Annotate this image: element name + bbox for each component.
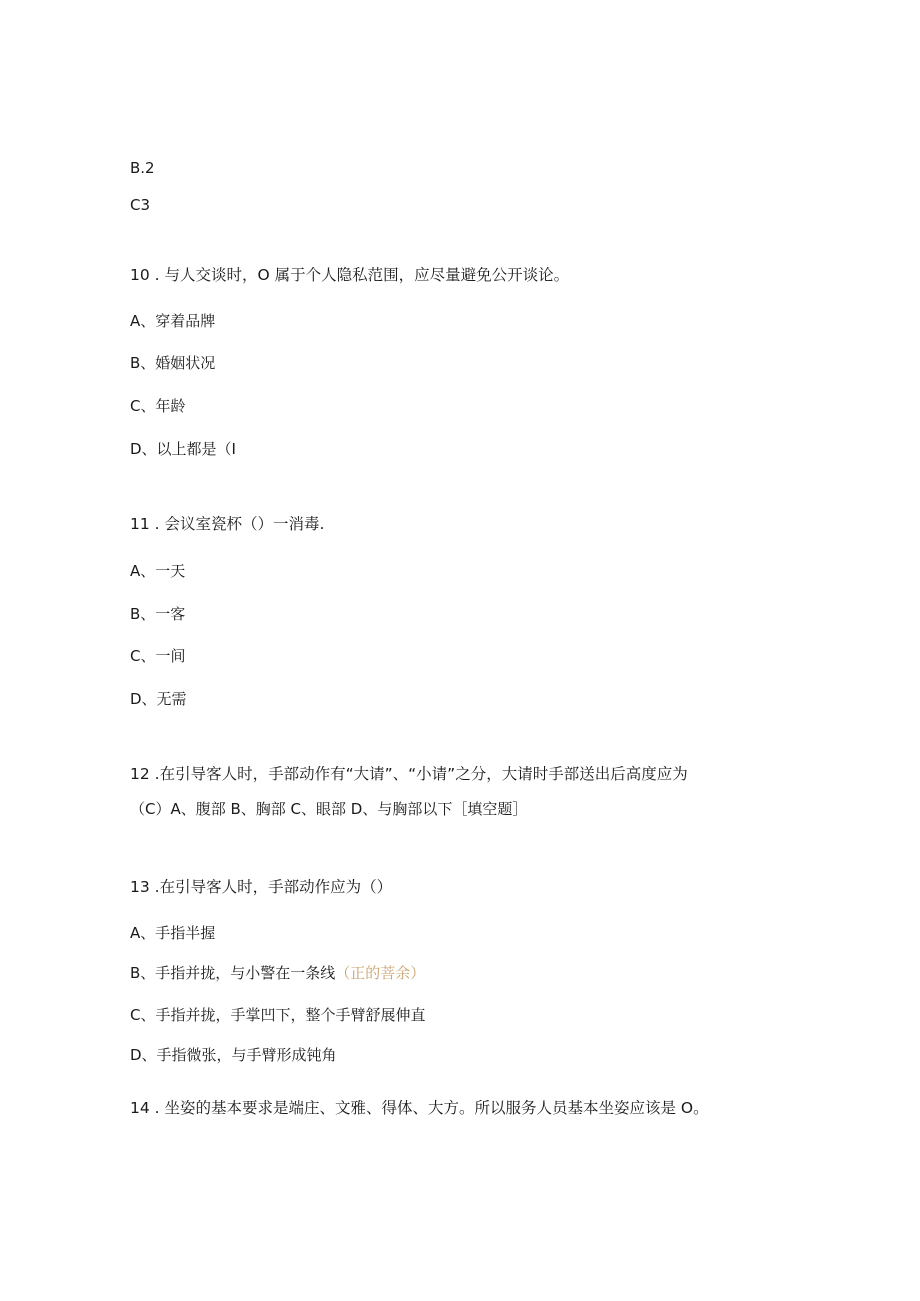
question-10: 10 . 与人交谈时，O 属于个人隐私范围，应尽量避免公开谈论。 — [130, 266, 570, 284]
question-11-option-d: D、无需 — [130, 690, 187, 708]
question-11: 11 . 会议室瓷杯（）一消毒. — [130, 515, 325, 533]
question-13-option-b-text: B、手指并拢，与小警在一条线 — [130, 964, 336, 982]
question-10-option-d: D、以上都是（I — [130, 440, 236, 458]
question-11-option-c: C、一间 — [130, 647, 186, 665]
question-14: 14 . 坐姿的基本要求是端庄、文雅、得体、大方。所以服务人员基本坐姿应该是 O。 — [130, 1099, 709, 1117]
question-13-option-d: D、手指微张，与手臂形成钝角 — [130, 1046, 337, 1064]
question-13: 13 .在引导客人时，手部动作应为（） — [130, 878, 393, 896]
question-11-option-b: B、一客 — [130, 605, 186, 623]
question-13-option-a: A、手指半握 — [130, 924, 216, 942]
question-13-option-b — [130, 963, 425, 983]
option-b-prev: B.2 — [130, 159, 155, 177]
option-c-prev: C3 — [130, 196, 151, 214]
question-13-option-c: C、手指并拢，手掌凹下，整个手臂舒展伸直 — [130, 1006, 426, 1024]
question-10-option-c: C、年龄 — [130, 397, 186, 415]
answer-annotation: （正的菩余） — [335, 964, 426, 982]
question-12-line-2: （C）A、腹部 B、胸部 C、眼部 D、与胸部以下［填空题］ — [130, 800, 528, 818]
question-12-line-1: 12 .在引导客人时，手部动作有“大请”、“小请”之分，大请时手部送出后高度应为 — [130, 765, 688, 783]
question-10-option-a: A、穿着品牌 — [130, 312, 216, 330]
question-11-option-a: A、一天 — [130, 562, 186, 580]
question-10-option-b: B、婚姻状况 — [130, 354, 216, 372]
